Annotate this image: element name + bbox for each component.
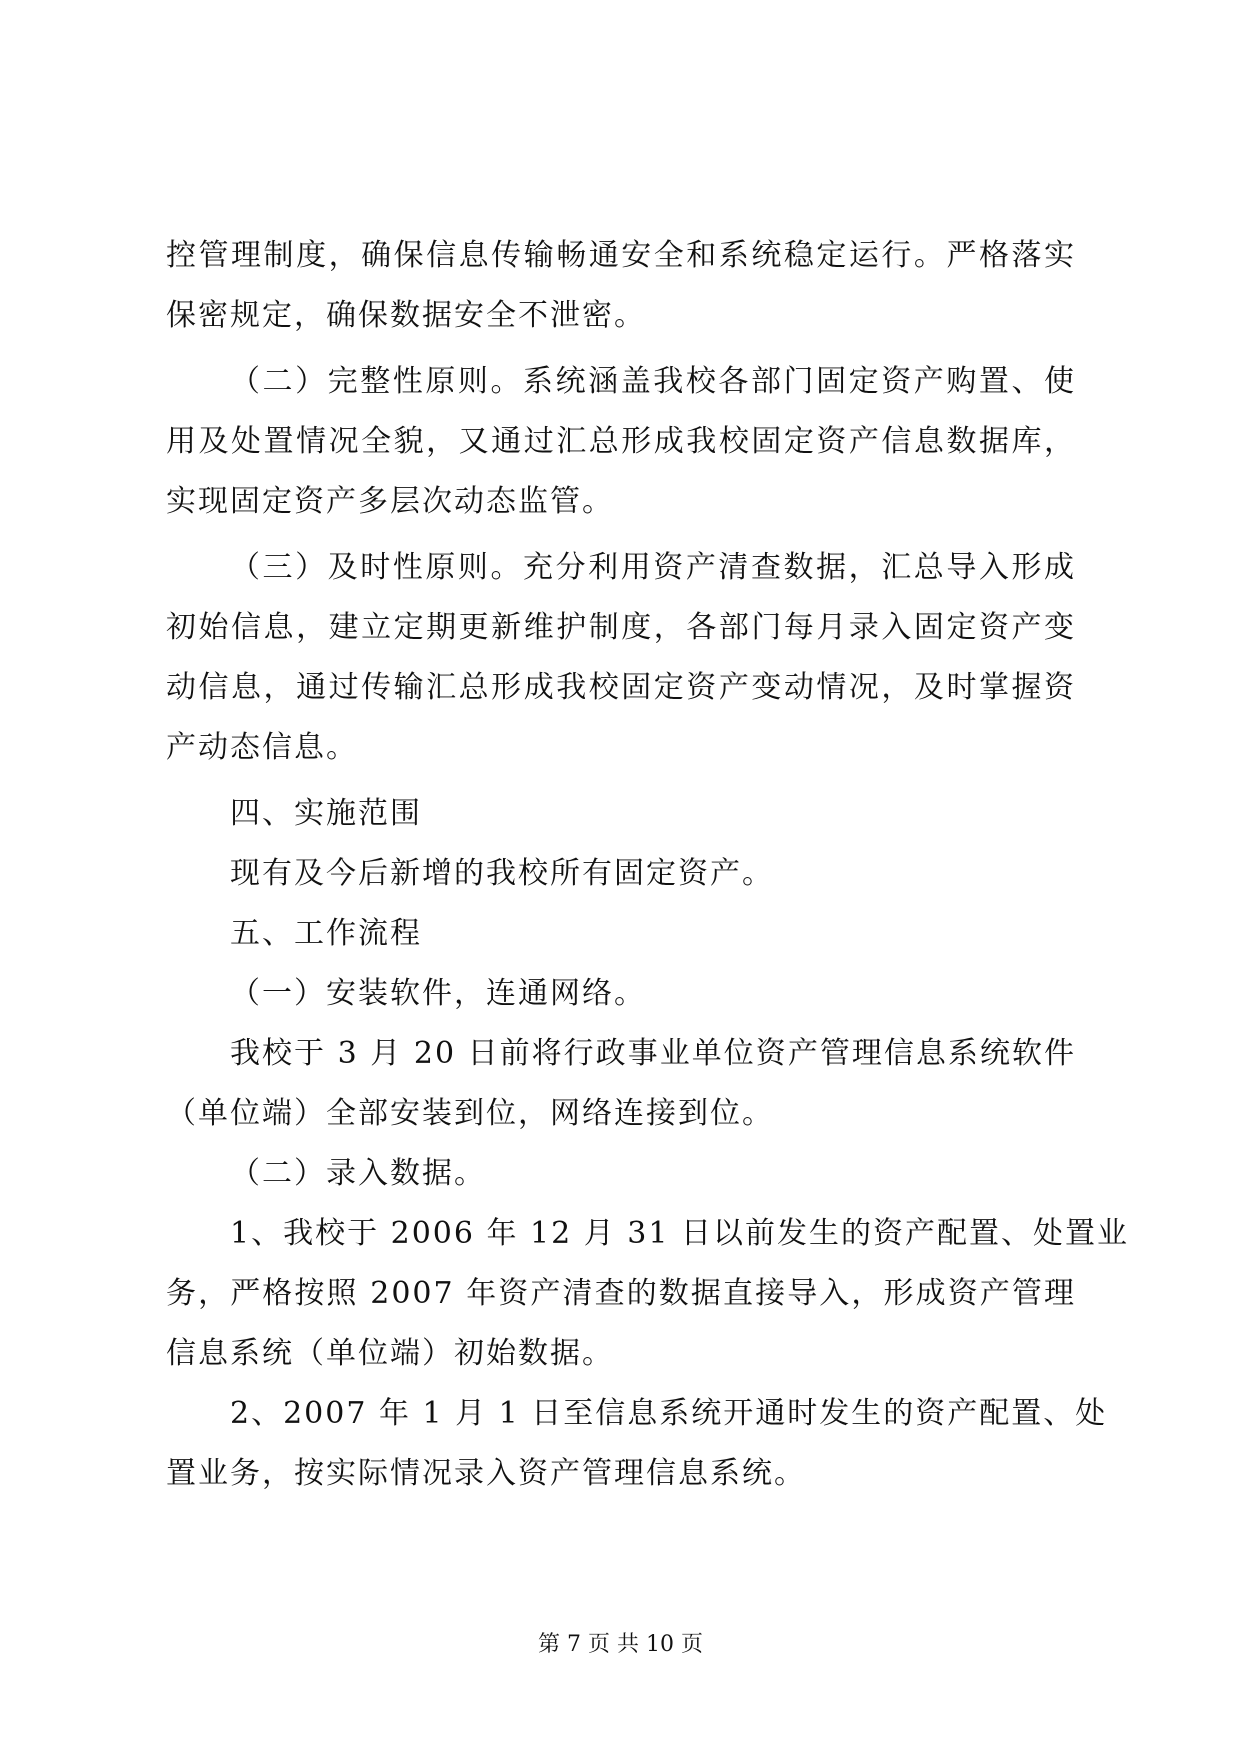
paragraph-line: 现有及今后新增的我校所有固定资产。: [230, 856, 774, 891]
paragraph-line: 控管理制度，确保信息传输畅通安全和系统稳定运行。严格落实: [166, 238, 1076, 273]
section-heading: 四、实施范围: [230, 796, 422, 831]
paragraph-line: 用及处置情况全貌，又通过汇总形成我校固定资产信息数据库，: [166, 424, 1076, 459]
document-body: [166, 226, 1129, 1504]
paragraph-line: 初始信息，建立定期更新维护制度，各部门每月录入固定资产变: [166, 610, 1076, 645]
subsection-heading: （二）录入数据。: [230, 1156, 486, 1191]
paragraph-line: 保密规定，确保数据安全不泄密。: [166, 298, 646, 333]
paragraph-line: （单位端）全部安装到位，网络连接到位。: [166, 1096, 774, 1131]
paragraph-line: 信息系统（单位端）初始数据。: [166, 1336, 614, 1371]
paragraph-line: 实现固定资产多层次动态监管。: [166, 484, 614, 519]
paragraph-line: 我校于 3 月 20 日前将行政事业单位资产管理信息系统软件: [230, 1036, 1076, 1071]
paragraph-line: （三）及时性原则。充分利用资产清查数据，汇总导入形成: [230, 550, 1076, 585]
paragraph-line: 产动态信息。: [166, 730, 358, 765]
paragraph-line: 置业务，按实际情况录入资产管理信息系统。: [166, 1456, 806, 1491]
section-heading: 五、工作流程: [230, 916, 422, 951]
paragraph-line: 动信息，通过传输汇总形成我校固定资产变动情况，及时掌握资: [166, 670, 1076, 705]
subsection-heading: （一）安装软件，连通网络。: [230, 976, 646, 1011]
paragraph-line: 1、我校于 2006 年 12 月 31 日以前发生的资产配置、处置业: [230, 1216, 1129, 1251]
paragraph-line: （二）完整性原则。系统涵盖我校各部门固定资产购置、使: [230, 364, 1076, 399]
paragraph-line: 2、2007 年 1 月 1 日至信息系统开通时发生的资产配置、处: [230, 1396, 1108, 1431]
page-number-footer: 第 7 页 共 10 页: [538, 1632, 703, 1657]
paragraph-line: 务，严格按照 2007 年资产清查的数据直接导入，形成资产管理: [166, 1276, 1076, 1311]
